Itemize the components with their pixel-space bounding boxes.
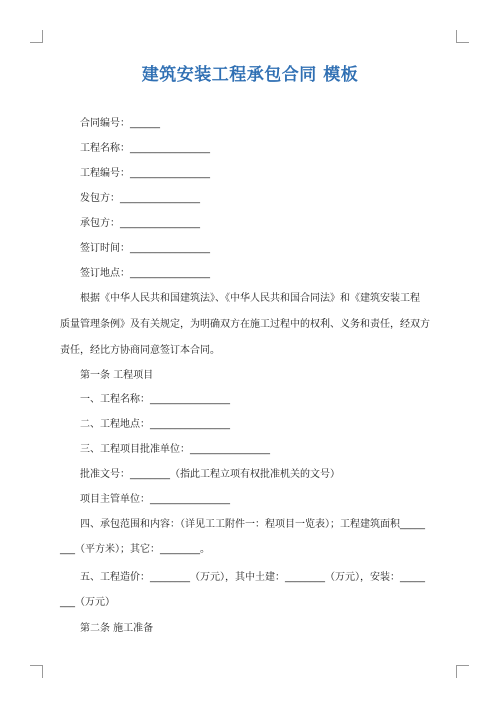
- crop-mark-top-right: [456, 30, 469, 43]
- field-project-name: 工程名称：________________: [80, 143, 210, 154]
- intro-line-1: 根据《中华人民共和国建筑法》、《中华人民共和国合同法》和《建筑安装工程: [80, 293, 420, 304]
- field-contractor: 承包方：________________: [80, 218, 200, 229]
- article-1-item-5: 项目主管单位：________________: [80, 494, 230, 505]
- document-title: 建筑安装工程承包合同 模板: [141, 65, 359, 85]
- article-1-item-1: 一、工程名称：________________: [80, 394, 230, 405]
- article-2-heading: 第二条 施工准备: [80, 623, 154, 634]
- field-employer: 发包方：________________: [80, 193, 200, 204]
- field-signing-time: 签订时间：________________: [80, 243, 210, 254]
- article-1-item-3: 三、工程项目批准单位：________________: [80, 444, 270, 455]
- crop-mark-bottom-right: [456, 665, 469, 678]
- article-1-scope-line-1: 四、承包范围和内容：（详见工工附件一：程项目一览表）；工程建筑面积_____: [80, 519, 425, 530]
- article-1-cost-line-1: 五、工程造价：________（万元），其中土建：________（万元），安装：_____: [80, 572, 425, 583]
- article-1-heading: 第一条 工程项目: [80, 370, 154, 381]
- article-1-item-4: 批准文号：________（指此工程立项有权批准机关的文号）: [80, 469, 340, 480]
- field-project-number: 工程编号：________________: [80, 168, 210, 179]
- crop-mark-bottom-left: [30, 665, 43, 678]
- intro-line-3: 责任，经比方协商同意签订本合同。: [60, 345, 220, 356]
- field-contract-number: 合同编号：______: [80, 118, 160, 129]
- field-signing-place: 签订地点：________________: [80, 268, 210, 279]
- article-1-item-2: 二、工程地点：________________: [80, 419, 230, 430]
- article-1-scope-line-2: ___（平方米）；其它：________。: [60, 544, 210, 555]
- article-1-cost-line-2: ___（万元）: [60, 597, 115, 608]
- crop-mark-top-left: [30, 30, 43, 43]
- intro-line-2: 质量管理条例》及有关规定，为明确双方在施工过程中的权利、义务和责任，经双方: [60, 319, 430, 330]
